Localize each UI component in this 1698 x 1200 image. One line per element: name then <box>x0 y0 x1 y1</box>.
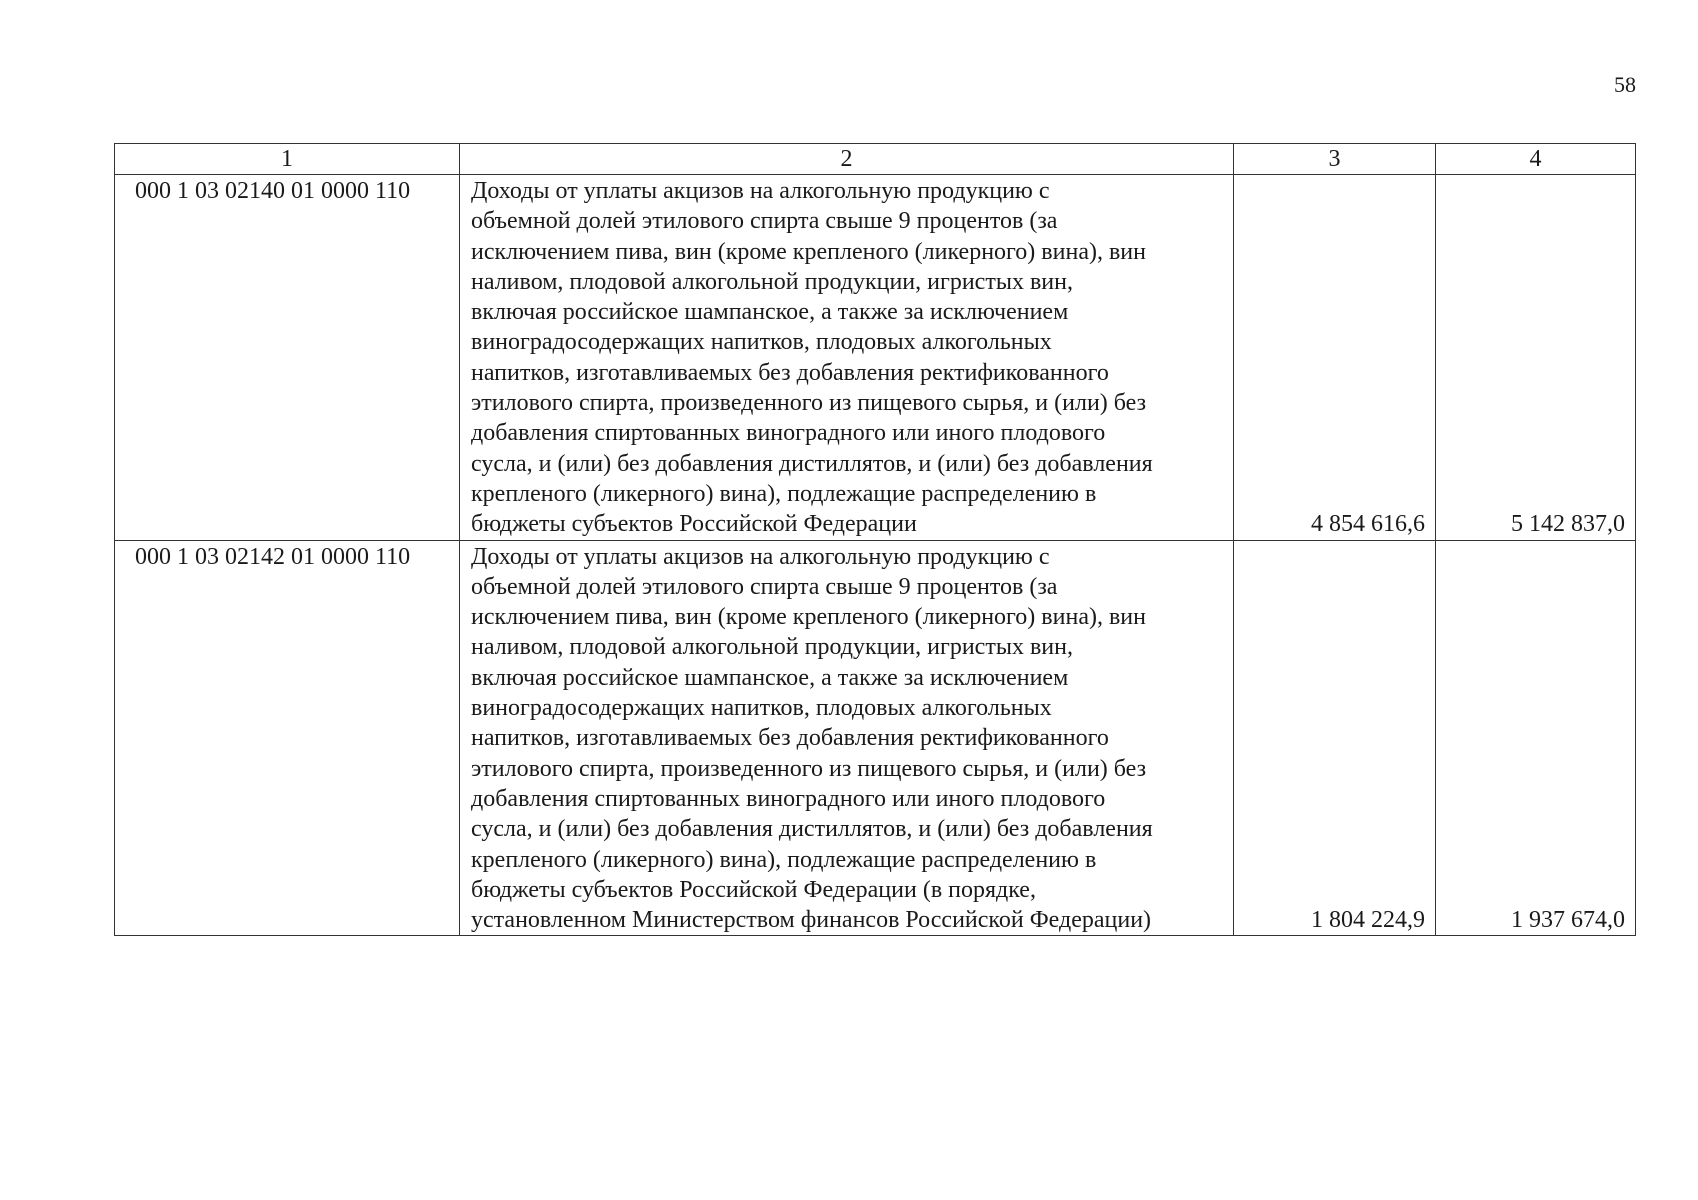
amount-col-4: 1 937 674,0 <box>1436 540 1636 936</box>
header-col-4: 4 <box>1436 144 1636 175</box>
budget-code: 000 1 03 02140 01 0000 110 <box>115 175 460 541</box>
amount-col-4: 5 142 837,0 <box>1436 175 1636 541</box>
description-line: виноградосодержащих напитков, плодовых алкогольных <box>471 695 1052 722</box>
description-line: напитков, изготавливаемых без добавления ректификованного <box>471 359 1109 386</box>
description-line: Доходы от уплаты акцизов на алкогольную продукцию с <box>471 543 1050 570</box>
description-line: сусла, и (или) без добавления дистиллятов, и (или) без добавления <box>471 450 1153 477</box>
header-col-1: 1 <box>115 144 460 175</box>
description-line: этилового спирта, произведенного из пищевого сырья, и (или) без <box>471 390 1147 417</box>
table-row <box>115 175 1636 541</box>
description-line: сусла, и (или) без добавления дистиллятов, и (или) без добавления <box>471 816 1153 843</box>
description-line: этилового спирта, произведенного из пищевого сырья, и (или) без <box>471 755 1147 782</box>
description-line: виноградосодержащих напитков, плодовых алкогольных <box>471 329 1052 356</box>
description-line: добавления спиртованных виноградного или иного плодового <box>471 420 1106 447</box>
header-col-3: 3 <box>1234 144 1436 175</box>
income-description <box>460 540 1234 936</box>
amount-col-3: 1 804 224,9 <box>1234 540 1436 936</box>
description-line: бюджеты субъектов Российской Федерации (в порядке, <box>471 876 1036 903</box>
description-line: Доходы от уплаты акцизов на алкогольную продукцию с <box>471 178 1050 204</box>
page-number: 58 <box>1614 72 1636 97</box>
description-line: крепленого (ликерного) вина), подлежащие распределению в <box>471 846 1097 873</box>
description-line: наливом, плодовой алкогольной продукции, игристых вин, <box>471 634 1073 661</box>
description-line: наливом, плодовой алкогольной продукции, игристых вин, <box>471 268 1073 295</box>
table-row <box>115 540 1636 936</box>
income-description <box>460 175 1234 541</box>
budget-code: 000 1 03 02142 01 0000 110 <box>115 540 460 936</box>
description-line: объемной долей этилового спирта свыше 9 процентов (за <box>471 573 1058 600</box>
description-line: включая российское шампанское, а также за исключением <box>471 299 1069 326</box>
budget-table <box>114 143 1636 936</box>
description-line: напитков, изготавливаемых без добавления ректификованного <box>471 725 1109 752</box>
description-line: добавления спиртованных виноградного или иного плодового <box>471 785 1106 812</box>
description-line: включая российское шампанское, а также за исключением <box>471 664 1069 691</box>
description-line: исключением пива, вин (кроме крепленого (ликерного) вина), вин <box>471 238 1146 265</box>
description-line: установленном Министерством финансов Российской Федерации) <box>471 907 1152 934</box>
amount-col-3: 4 854 616,6 <box>1234 175 1436 541</box>
description-line: объемной долей этилового спирта свыше 9 процентов (за <box>471 208 1058 235</box>
description-line: крепленого (ликерного) вина), подлежащие распределению в <box>471 480 1097 507</box>
description-line: бюджеты субъектов Российской Федерации <box>471 511 917 538</box>
table-header-row <box>115 144 1636 175</box>
description-line: исключением пива, вин (кроме крепленого (ликерного) вина), вин <box>471 604 1146 631</box>
header-col-2: 2 <box>460 144 1234 175</box>
